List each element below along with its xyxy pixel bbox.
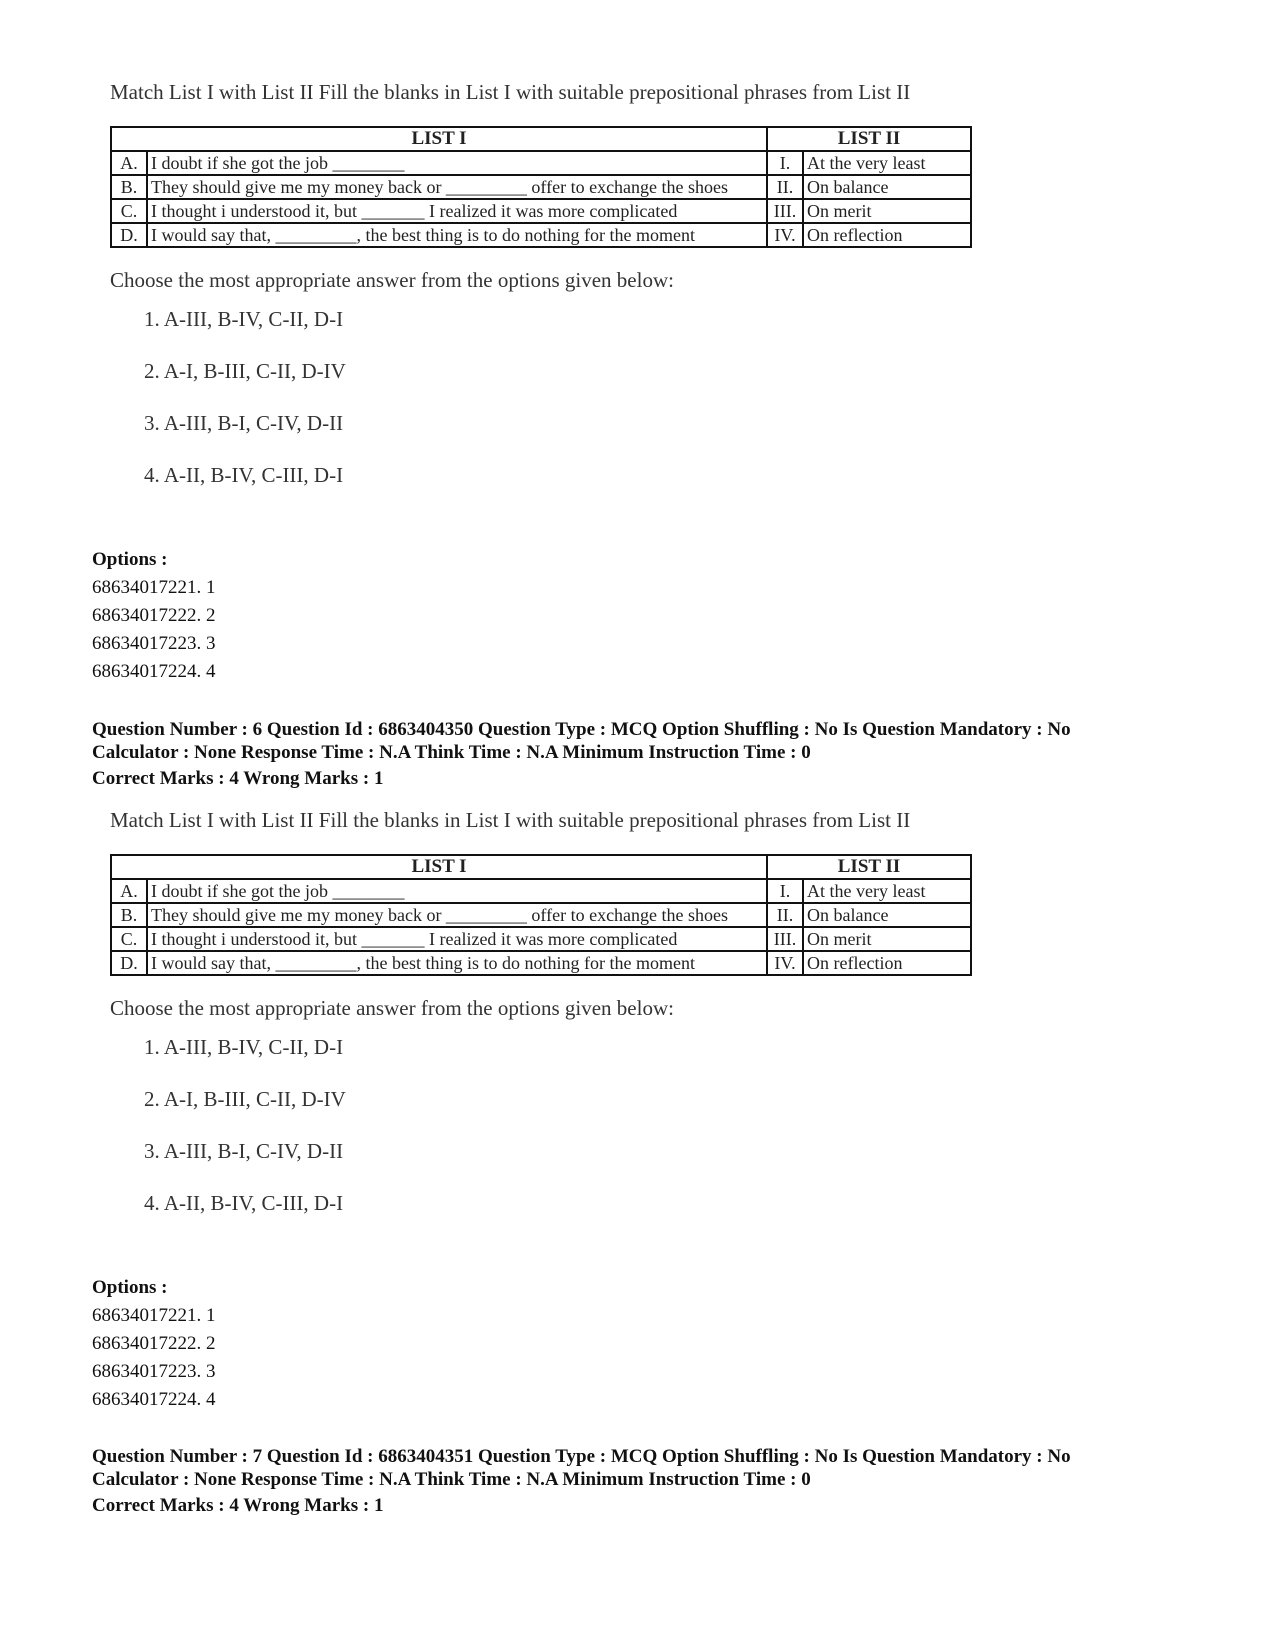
list2-header: LIST II (767, 855, 971, 879)
meta-line: Calculator : None Response Time : N.A Think Time : N.A Minimum Instruction Time : 0 (92, 742, 811, 763)
row-letter: B. (111, 903, 147, 927)
row-numeral: IV. (767, 951, 803, 975)
option-item[interactable]: 68634017221. 1 (92, 1305, 216, 1326)
answer-choice: 3. A-III, B-I, C-IV, D-II (144, 411, 344, 435)
question-intro: Match List I with List II Fill the blanks in List I with suitable prepositional phrases from List II (110, 80, 911, 104)
choose-instruction: Choose the most appropriate answer from the options given below: (110, 268, 674, 292)
row-phrase: On reflection (803, 951, 971, 975)
list1-header: LIST I (111, 855, 767, 879)
match-table (110, 854, 972, 976)
row-item: I would say that, _________, the best thing is to do nothing for the moment (147, 223, 767, 247)
table-row (111, 927, 971, 951)
options-label: Options : (92, 1277, 168, 1298)
table-row (111, 903, 971, 927)
answer-choice: 2. A-I, B-III, C-II, D-IV (144, 359, 346, 383)
option-item[interactable]: 68634017223. 3 (92, 633, 216, 654)
table-row (111, 199, 971, 223)
table-row (111, 951, 971, 975)
row-numeral: I. (767, 151, 803, 175)
option-item[interactable]: 68634017222. 2 (92, 605, 216, 626)
row-letter: D. (111, 223, 147, 247)
row-item: I thought i understood it, but _______ I realized it was more complicated (147, 199, 767, 223)
row-item: They should give me my money back or _________ offer to exchange the shoes (147, 175, 767, 199)
options-block (92, 546, 216, 686)
meta-line: Question Number : 7 Question Id : 6863404351 Question Type : MCQ Option Shuffling : No Is Question Mandatory : No (92, 1446, 1071, 1467)
row-item: They should give me my money back or _________ offer to exchange the shoes (147, 903, 767, 927)
meta-line: Calculator : None Response Time : N.A Think Time : N.A Minimum Instruction Time : 0 (92, 1469, 811, 1490)
answer-choice: 4. A-II, B-IV, C-III, D-I (144, 463, 344, 487)
row-numeral: I. (767, 879, 803, 903)
row-numeral: III. (767, 927, 803, 951)
table-row (111, 879, 971, 903)
row-phrase: On balance (803, 175, 971, 199)
table-row (111, 151, 971, 175)
option-item[interactable]: 68634017224. 4 (92, 661, 216, 682)
table-row (111, 175, 971, 199)
meta-line: Question Number : 6 Question Id : 6863404350 Question Type : MCQ Option Shuffling : No Is Question Mandatory : No (92, 719, 1071, 740)
question-meta (92, 1445, 1252, 1517)
row-item: I doubt if she got the job ________ (147, 151, 767, 175)
list1-header: LIST I (111, 127, 767, 151)
row-item: I thought i understood it, but _______ I realized it was more complicated (147, 927, 767, 951)
answer-choice: 4. A-II, B-IV, C-III, D-I (144, 1191, 344, 1215)
marks-line: Correct Marks : 4 Wrong Marks : 1 (92, 1495, 384, 1516)
question-image-2 (110, 808, 970, 1229)
row-letter: A. (111, 879, 147, 903)
row-numeral: III. (767, 199, 803, 223)
choose-instruction: Choose the most appropriate answer from the options given below: (110, 996, 674, 1020)
options-label: Options : (92, 549, 168, 570)
row-phrase: On balance (803, 903, 971, 927)
option-item[interactable]: 68634017221. 1 (92, 577, 216, 598)
row-numeral: II. (767, 903, 803, 927)
row-letter: D. (111, 951, 147, 975)
row-phrase: On merit (803, 199, 971, 223)
row-letter: A. (111, 151, 147, 175)
option-item[interactable]: 68634017224. 4 (92, 1389, 216, 1410)
question-meta (92, 718, 1252, 790)
match-table (110, 126, 972, 248)
answer-choice: 1. A-III, B-IV, C-II, D-I (144, 307, 344, 331)
row-numeral: IV. (767, 223, 803, 247)
row-letter: C. (111, 927, 147, 951)
option-item[interactable]: 68634017223. 3 (92, 1361, 216, 1382)
option-item[interactable]: 68634017222. 2 (92, 1333, 216, 1354)
row-phrase: On reflection (803, 223, 971, 247)
row-phrase: At the very least (803, 879, 971, 903)
row-numeral: II. (767, 175, 803, 199)
row-letter: B. (111, 175, 147, 199)
row-item: I would say that, _________, the best thing is to do nothing for the moment (147, 951, 767, 975)
answer-choice: 2. A-I, B-III, C-II, D-IV (144, 1087, 346, 1111)
question-image-1 (110, 80, 970, 501)
marks-line: Correct Marks : 4 Wrong Marks : 1 (92, 768, 384, 789)
row-phrase: On merit (803, 927, 971, 951)
answer-choice: 1. A-III, B-IV, C-II, D-I (144, 1035, 344, 1059)
row-item: I doubt if she got the job ________ (147, 879, 767, 903)
answer-choice: 3. A-III, B-I, C-IV, D-II (144, 1139, 344, 1163)
options-block (92, 1274, 216, 1414)
row-letter: C. (111, 199, 147, 223)
row-phrase: At the very least (803, 151, 971, 175)
table-row (111, 223, 971, 247)
list2-header: LIST II (767, 127, 971, 151)
question-intro: Match List I with List II Fill the blanks in List I with suitable prepositional phrases from List II (110, 808, 911, 832)
